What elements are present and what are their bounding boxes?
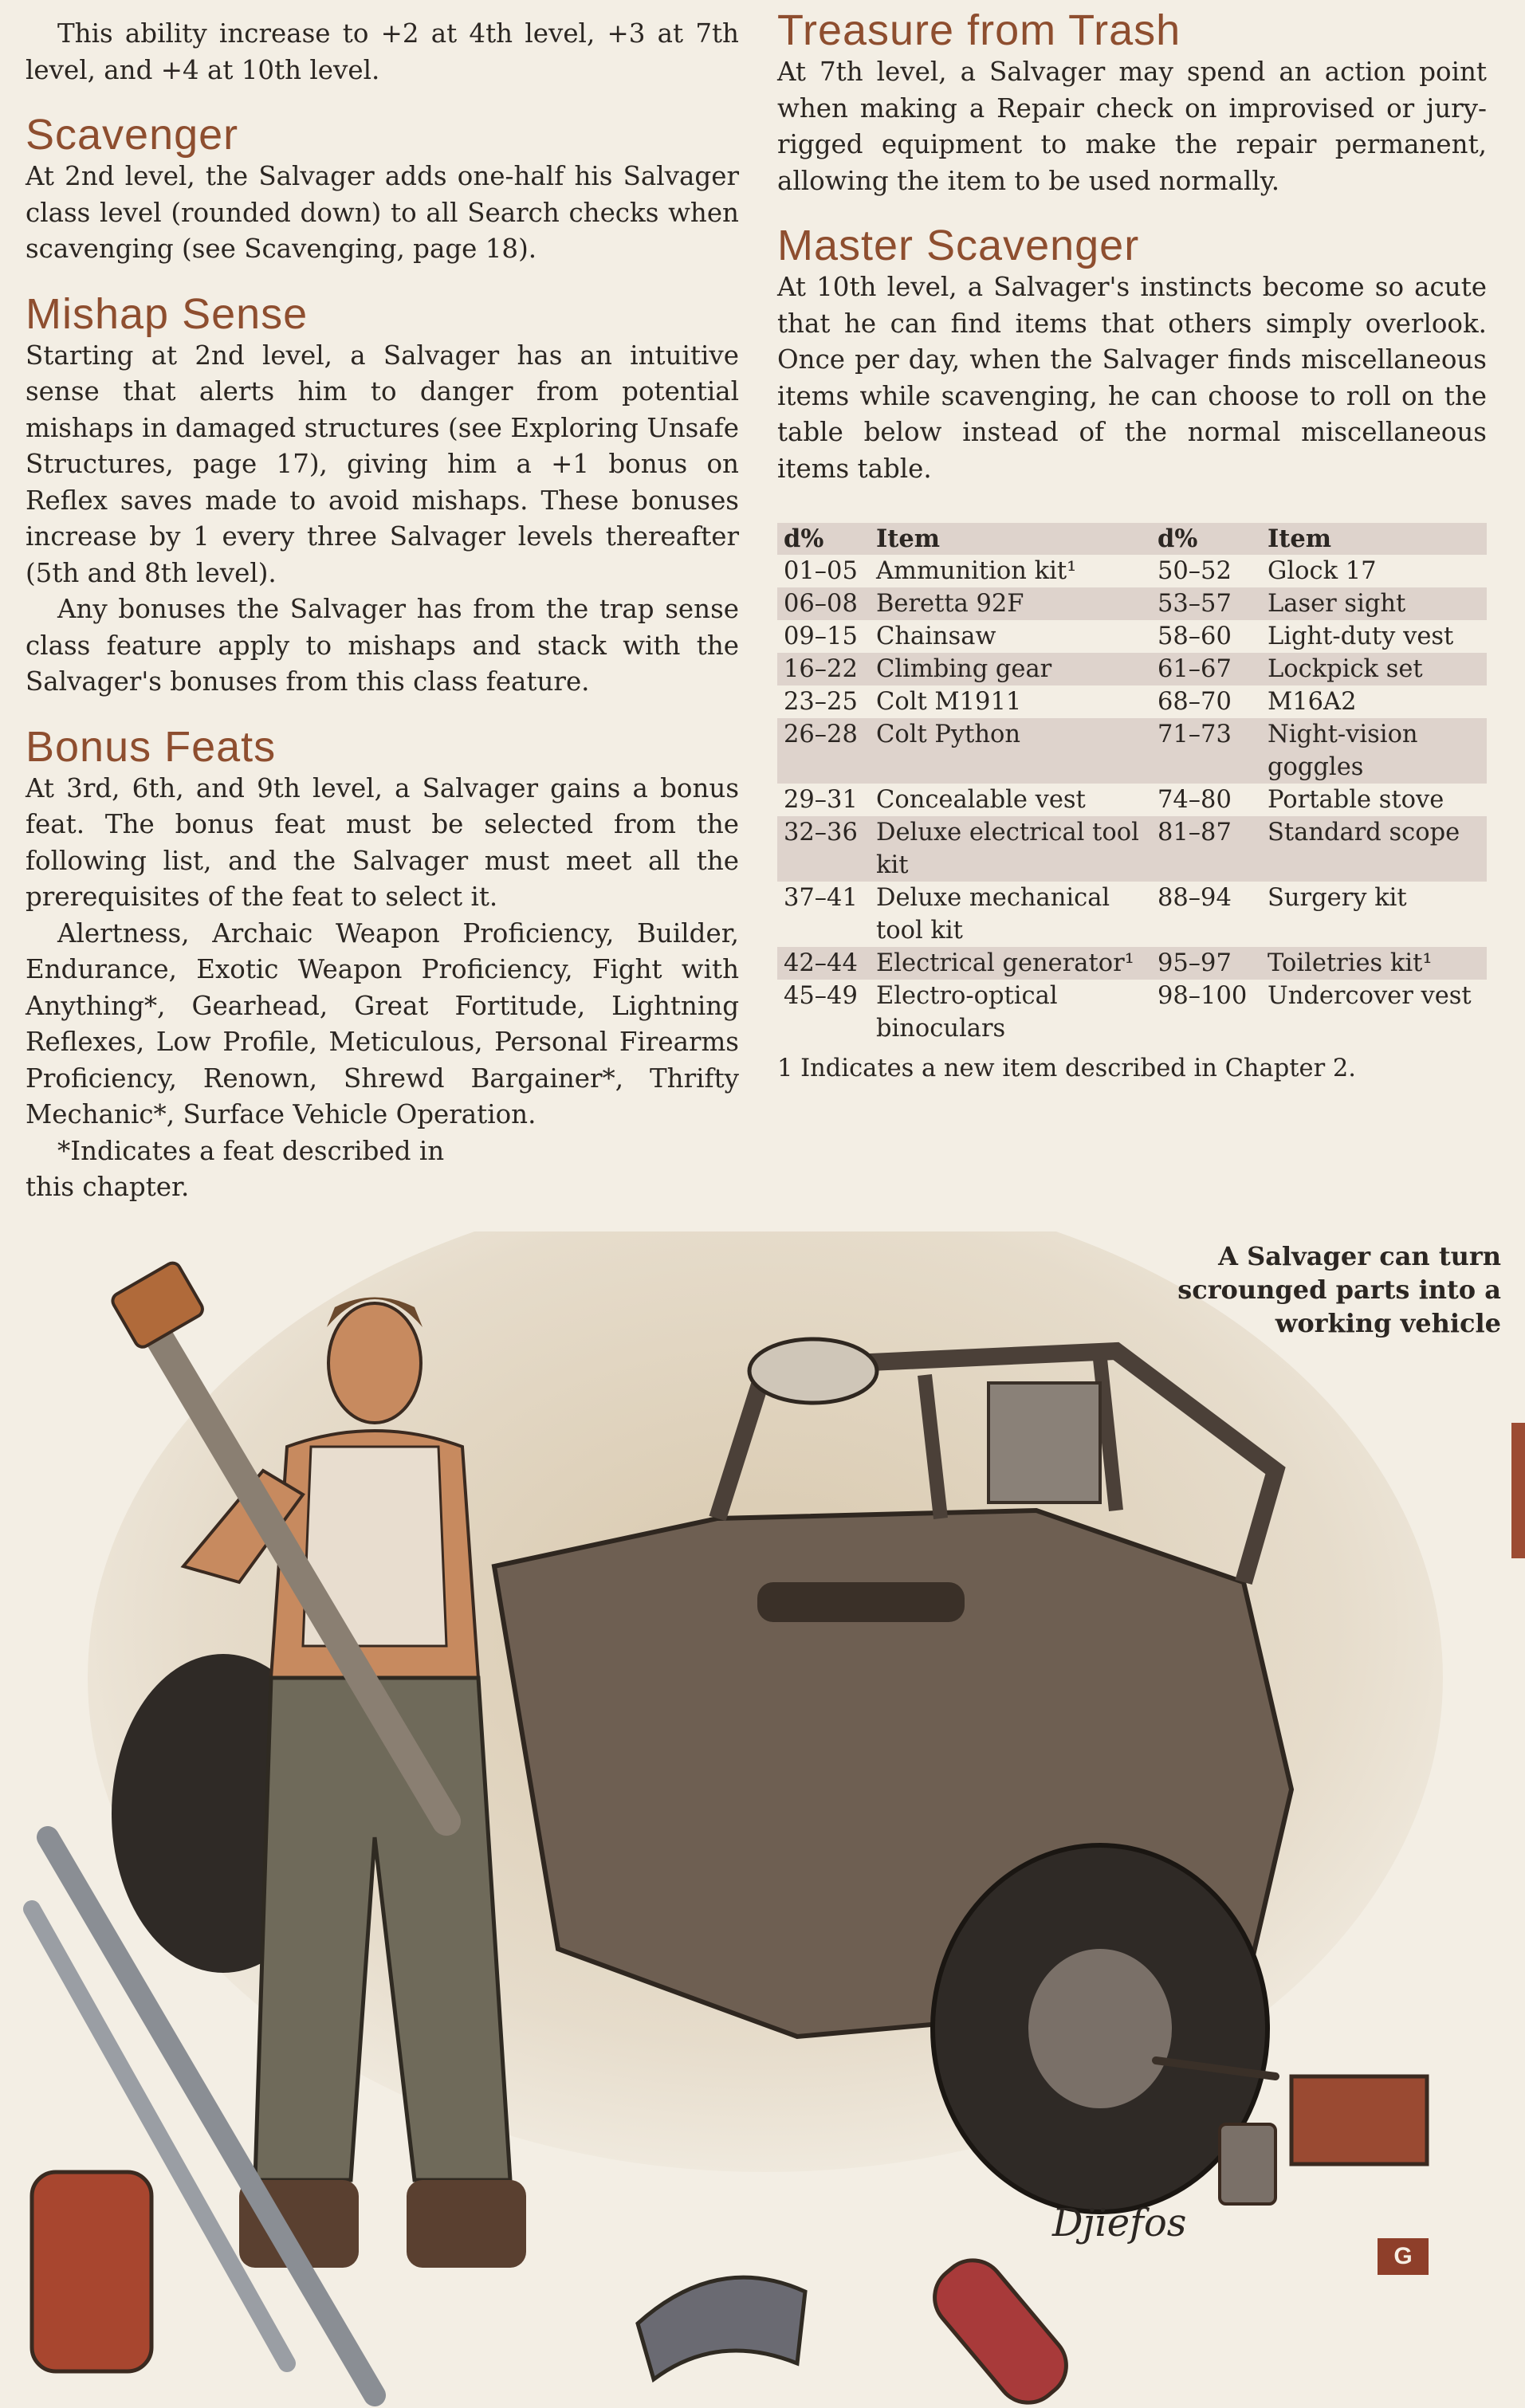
mishap-sense-text-1: Starting at 2nd level, a Salvager has an intuitive sense that alerts him to danger from potential mishaps in damaged structures (see Exploring Unsafe Structures, page 17), giving him a +1 bonus on Reflex saves made to avoid mishaps. These bonuses increase by 1 every three Salvager levels thereafter (5th and 8th level). bbox=[26, 340, 739, 588]
scavenger-heading: Scavenger bbox=[26, 111, 239, 159]
table-cell: Electro-optical binoculars bbox=[876, 982, 1058, 1043]
table-footnote: 1 Indicates a new item described in Chapter 2. bbox=[777, 1055, 1356, 1082]
table-cell: Undercover vest bbox=[1268, 982, 1472, 1010]
table-cell: 98–100 bbox=[1158, 982, 1248, 1010]
table-cell: Glock 17 bbox=[1268, 557, 1377, 585]
table-row bbox=[777, 980, 1487, 1045]
table-cell: Climbing gear bbox=[876, 655, 1052, 683]
table-cell: Portable stove bbox=[1268, 786, 1444, 814]
table-row bbox=[777, 685, 1487, 718]
table-cell: Chainsaw bbox=[876, 623, 996, 650]
table-cell: 32–36 bbox=[784, 819, 858, 847]
table-row bbox=[777, 718, 1487, 784]
table-row bbox=[777, 947, 1487, 980]
mishap-sense-text-2: Any bonuses the Salvager has from the trap sense class feature apply to mishaps and stack with the Salvager's bonuses from this class feature. bbox=[26, 594, 739, 697]
table-header: Item bbox=[876, 524, 941, 553]
bonus-feats-heading: Bonus Feats bbox=[26, 722, 277, 771]
table-row bbox=[777, 620, 1487, 653]
illustration-caption: A Salvager can turn scrounged parts into a working vehicle bbox=[1177, 1241, 1501, 1338]
artist-signature: Djiefos bbox=[1052, 2201, 1187, 2245]
table-cell: 09–15 bbox=[784, 623, 858, 650]
table-row bbox=[777, 784, 1487, 816]
table-cell: Deluxe mechanical tool kit bbox=[876, 884, 1110, 945]
table-body bbox=[777, 555, 1487, 1045]
master-scavenger-text: At 10th level, a Salvager's instincts become so acute that he can find items that others simply overlook. Once per day, when the Salvager finds miscellaneous items while scavenging, he can choose to roll on the table below instead of the normal miscellaneous items table. bbox=[777, 272, 1487, 484]
table-row bbox=[777, 587, 1487, 620]
table-cell: 74–80 bbox=[1158, 786, 1232, 814]
table-cell: 88–94 bbox=[1158, 884, 1232, 912]
table-cell: 37–41 bbox=[784, 884, 858, 912]
table-header-row bbox=[777, 523, 1487, 555]
table-row bbox=[777, 816, 1487, 882]
table-cell: 23–25 bbox=[784, 688, 858, 716]
table-cell: 81–87 bbox=[1158, 819, 1232, 847]
bonus-feats-list: Alertness, Archaic Weapon Proficiency, Builder, Endurance, Exotic Weapon Proficiency, Fight with Anything*, Gearhead, Great Fortitude, Lightning Reflexes, Low Profile, Meticulous, Personal Firearms Proficiency, Renown, Shrewd Bargainer*, Thrifty Mechanic*, Surface Vehicle Operation. bbox=[26, 917, 739, 1129]
table-cell: 68–70 bbox=[1158, 688, 1232, 716]
table-row bbox=[777, 555, 1487, 587]
table-cell: Electrical generator¹ bbox=[876, 949, 1134, 977]
table-cell: 45–49 bbox=[784, 982, 858, 1010]
table-cell: M16A2 bbox=[1268, 688, 1357, 716]
bonus-feats-text-1: At 3rd, 6th, and 9th level, a Salvager gains a bonus feat. The bonus feat must be selected from the following list, and the Salvager must meet all the prerequisites of the feat to select it. bbox=[26, 772, 739, 912]
table-cell: Lockpick set bbox=[1268, 655, 1423, 683]
table-row bbox=[777, 882, 1487, 947]
treasure-from-trash-text: At 7th level, a Salvager may spend an action point when making a Repair check on improvised or jury-rigged equipment to make the repair permanent, allowing the item to be used normally. bbox=[777, 57, 1487, 196]
table-cell: 95–97 bbox=[1158, 949, 1232, 977]
table-cell: Night-vision goggles bbox=[1268, 721, 1418, 781]
master-scavenger-heading: Master Scavenger bbox=[777, 222, 1140, 269]
scavenger-text: At 2nd level, the Salvager adds one-half his Salvager class level (rounded down) to all Search checks when scavenging (see Scavenging, page 18). bbox=[26, 161, 739, 264]
table-cell: Standard scope bbox=[1268, 819, 1460, 847]
table-cell: Beretta 92F bbox=[876, 590, 1024, 618]
table-cell: Colt Python bbox=[876, 721, 1021, 748]
table-cell: Colt M1911 bbox=[876, 688, 1022, 716]
chapter-side-tab bbox=[1511, 1423, 1525, 1558]
table-cell: 16–22 bbox=[784, 655, 858, 683]
table-cell: Deluxe electrical tool kit bbox=[876, 819, 1139, 879]
table-cell: 50–52 bbox=[1158, 557, 1232, 585]
table-cell: 06–08 bbox=[784, 590, 858, 618]
right-column bbox=[777, 0, 1487, 1085]
table-cell: 29–31 bbox=[784, 786, 858, 814]
table-header: d% bbox=[784, 524, 824, 553]
chapter-page-mark: G bbox=[1378, 2238, 1429, 2275]
treasure-from-trash-heading: Treasure from Trash bbox=[777, 6, 1181, 54]
table-cell: 53–57 bbox=[1158, 590, 1232, 618]
master-scavenger-table bbox=[777, 523, 1487, 1045]
table-cell: 58–60 bbox=[1158, 623, 1232, 650]
table-cell: 01–05 bbox=[784, 557, 858, 585]
table-cell: Laser sight bbox=[1268, 590, 1406, 618]
salvager-illustration bbox=[0, 1231, 1525, 2408]
table-cell: 26–28 bbox=[784, 721, 858, 748]
table-cell: Ammunition kit¹ bbox=[876, 557, 1077, 585]
table-row bbox=[777, 653, 1487, 685]
left-column bbox=[26, 0, 739, 1206]
table-cell: Concealable vest bbox=[876, 786, 1086, 814]
mishap-sense-heading: Mishap Sense bbox=[26, 289, 309, 338]
intro-paragraph: This ability increase to +2 at 4th level, +3 at 7th level, and +4 at 10th level. bbox=[26, 18, 739, 85]
table-cell: 42–44 bbox=[784, 949, 858, 977]
table-cell: 71–73 bbox=[1158, 721, 1232, 748]
table-header: Item bbox=[1268, 524, 1332, 553]
table-header: d% bbox=[1158, 524, 1198, 553]
bonus-feats-note: *Indicates a feat described in this chapter. bbox=[26, 1135, 445, 1202]
table-cell: 61–67 bbox=[1158, 655, 1232, 683]
table-cell: Toiletries kit¹ bbox=[1268, 949, 1433, 977]
table-cell: Surgery kit bbox=[1268, 884, 1407, 912]
table-cell: Light-duty vest bbox=[1268, 623, 1454, 650]
